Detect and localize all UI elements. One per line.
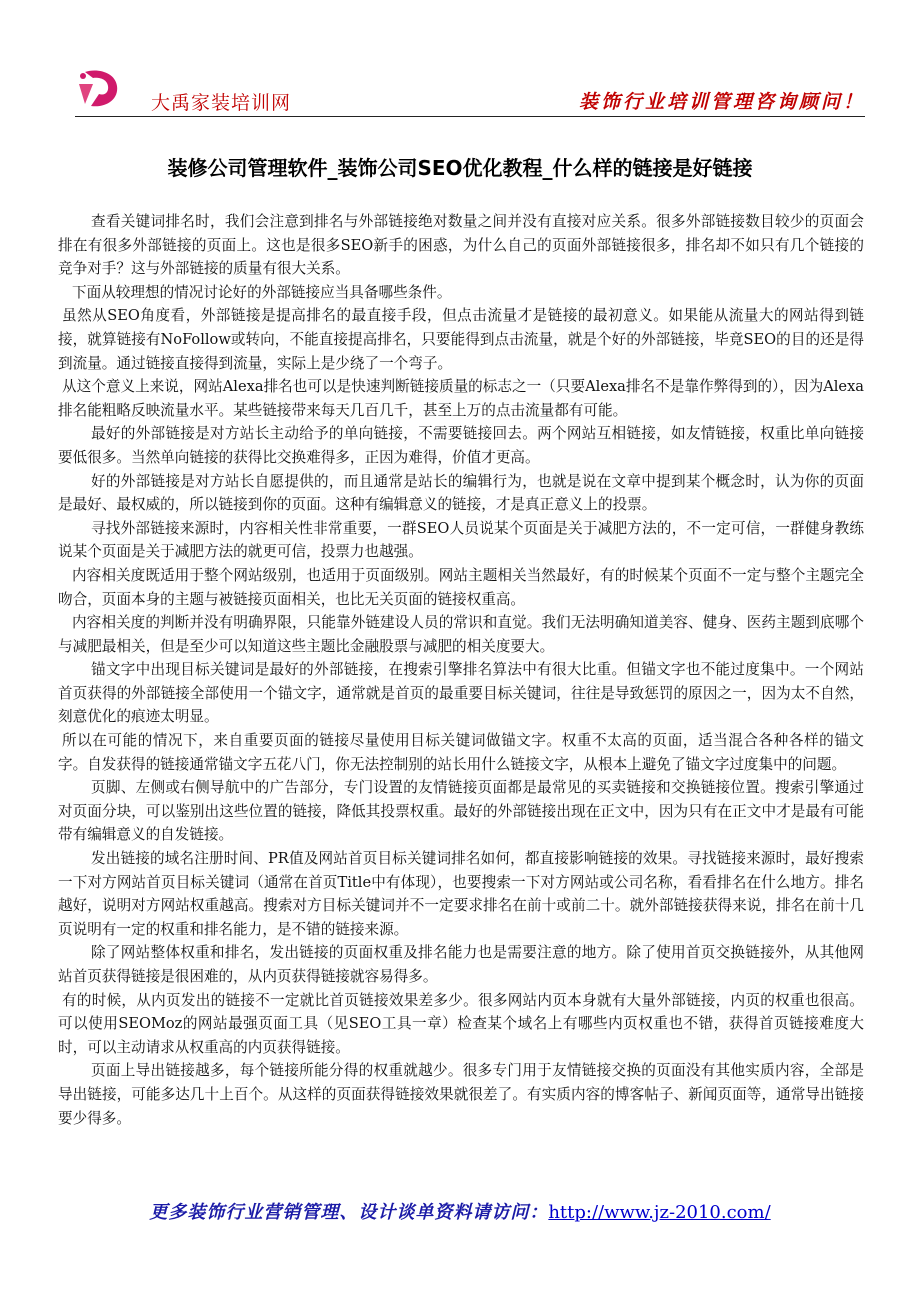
footer-link[interactable]: http://www.jz-2010.com/ — [548, 1202, 771, 1223]
page-title: 装修公司管理软件_装饰公司SEO优化教程_什么样的链接是好链接 — [167, 156, 753, 180]
header-slogan: 装饰行业培训管理咨询顾问！ — [578, 91, 865, 113]
paragraph: 查看关键词排名时，我们会注意到排名与外部链接绝对数量之间并没有直接对应关系。很多外部链接数目较少的页面会排在有很多外部链接的页面上。这也是很多SEO新手的困惑，为什么自己的页面外部链接很多，排名却不如只有几个链接的竞争对手？这与外部链接的质量有很大关系。 — [58, 213, 864, 278]
paragraph: 有的时候，从内页发出的链接不一定就比首页链接效果差多少。很多网站内页本身就有大量外部链接，内页的权重也很高。可以使用SEOMoz的网站最强页面工具（见SEO工具一章）检查某个域名上有哪些内页权重也不错，获得首页链接难度大时，可以主动请求从权重高的内页获得链接。 — [58, 991, 864, 1056]
paragraph: 发出链接的域名注册时间、PR值及网站首页目标关键词排名如何，都直接影响链接的效果。寻找链接来源时，最好搜索一下对方网站首页目标关键词（通常在首页Title中有体现），也要搜索一下对方网站或公司名称，看看排名在什么地方。排名越好，说明对方网站权重越高。搜索对方目标关键词并不一定要求排名在前十或前二十。就外部链接获得来说，排名在前十几页说明有一定的权重和排名能力，是不错的链接来源。 — [58, 850, 864, 938]
paragraph: 好的外部链接是对方站长自愿提供的，而且通常是站长的编辑行为，也就是说在文章中提到某个概念时，认为你的页面是最好、最权威的，所以链接到你的页面。这种有编辑意义的链接，才是真正意义上的投票。 — [58, 472, 864, 514]
paragraph: 页面上导出链接越多，每个链接所能分得的权重就越少。很多专门用于友情链接交换的页面没有其他实质内容，全部是导出链接，可能多达几十上百个。从这样的页面获得链接效果就很差了。有实质内容的博客帖子、新闻页面等，通常导出链接要少得多。 — [58, 1062, 864, 1127]
footer-text: 更多装饰行业营销管理、设计谈单资料请访问： — [149, 1202, 549, 1223]
paragraph: 所以在可能的情况下，来自重要页面的链接尽量使用目标关键词做锚文字。权重不太高的页面，适当混合各种各样的锚文字。自发获得的链接通常锚文字五花八门，你无法控制别的站长用什么链接文字，从根本上避免了锚文字过度集中的问题。 — [58, 732, 864, 773]
site-name: 大禹家装培训网 — [151, 92, 292, 114]
paragraph: 从这个意义上来说，网站Alexa排名也可以是快速判断链接质量的标志之一（只要Alexa排名不是靠作弊得到的），因为Alexa排名能粗略反映流量水平。某些链接带来每天几百几千，甚至上万的点击流量都有可能。 — [58, 378, 864, 419]
dayu-logo-icon — [75, 64, 123, 112]
paragraph: 除了网站整体权重和排名，发出链接的页面权重及排名能力也是需要注意的地方。除了使用首页交换链接外，从其他网站首页获得链接是很困难的，从内页获得链接就容易得多。 — [58, 944, 864, 985]
paragraph: 内容相关度既适用于整个网站级别，也适用于页面级别。网站主题相关当然最好，有的时候某个页面不一定与整个主题完全吻合，页面本身的主题与被链接页面相关，也比无关页面的链接权重高。 — [58, 566, 864, 608]
paragraph: 页脚、左侧或右侧导航中的广告部分，专门设置的友情链接页面都是最常见的买卖链接和交换链接位置。搜索引擎通过对页面分块，可以鉴别出这些位置的链接，降低其投票权重。最好的外部链接出现在正文中，因为只有在正文中才是最有可能带有编辑意义的自发链接。 — [58, 779, 864, 844]
article-body — [58, 210, 864, 1130]
paragraph: 寻找外部链接来源时，内容相关性非常重要，一群SEO人员说某个页面是关于减肥方法的，不一定可信，一群健身教练说某个页面是关于减肥方法的就更可信，投票力也越强。 — [58, 519, 864, 561]
paragraph: 锚文字中出现目标关键词是最好的外部链接，在搜索引擎排名算法中有很大比重。但锚文字也不能过度集中。一个网站首页获得的外部链接全部使用一个锚文字，通常就是首页的最重要目标关键词，往往是导致惩罚的原因之一，因为太不自然，刻意优化的痕迹太明显。 — [58, 661, 864, 726]
paragraph: 虽然从SEO角度看，外部链接是提高排名的最直接手段，但点击流量才是链接的最初意义。如果能从流量大的网站得到链接，就算链接有NoFollow或转向，不能直接提高排名，只要能得到点击流量，就是个好的外部链接，毕竟SEO的目的还是得到流量。通过链接直接得到流量，实际上是少绕了一个弯子。 — [58, 307, 864, 372]
page-footer — [0, 1198, 920, 1224]
header-divider — [75, 116, 865, 117]
page-header — [75, 60, 865, 116]
paragraph: 最好的外部链接是对方站长主动给予的单向链接，不需要链接回去。两个网站互相链接，如友情链接，权重比单向链接要低很多。当然单向链接的获得比交换难得多，正因为难得，价值才更高。 — [58, 425, 864, 466]
paragraph: 下面从较理想的情况讨论好的外部链接应当具备哪些条件。 — [72, 283, 452, 301]
paragraph: 内容相关度的判断并没有明确界限，只能靠外链建设人员的常识和直觉。我们无法明确知道美容、健身、医药主题到底哪个与减肥最相关，但是至少可以知道这些主题比金融股票与减肥的相关度要大。 — [58, 614, 864, 655]
